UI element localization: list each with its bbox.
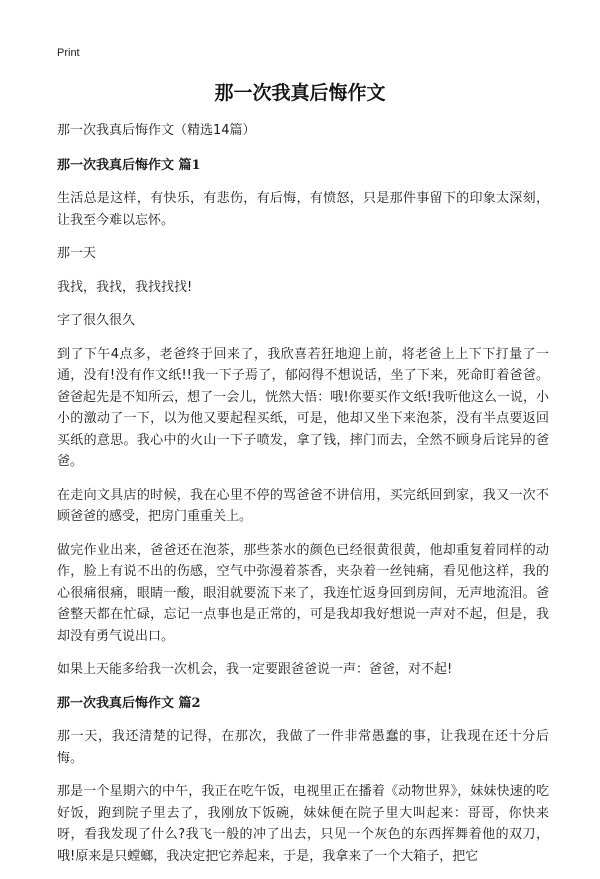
paragraph: 那一天，我还清楚的记得，在那次，我做了一件非常愚蠢的事，让我现在还十分后悔。 <box>57 729 549 766</box>
paragraph: 我找，我找，我找找找! <box>57 279 193 295</box>
article-heading: 那一次我真后悔作文 篇1 <box>57 157 201 173</box>
article-1 <box>57 155 549 681</box>
paragraph: 那是一个星期六的中午，我正在吃午饭，电视里正在播着《动物世界》，妹妹快速的吃好饭，跑到院子里去了，我刚放下饭碗，妹妹便在院子里大叫起来：哥哥，你快来呀，看我发现了什么?我飞一般的冲了出去，只见一个灰色的东西挥舞着他的双刀，哦!原来是只螳螂，我决定把它养起来，于是，我拿来了一个大箱子，把它 <box>57 784 549 864</box>
document-body <box>57 120 549 879</box>
article-2 <box>57 693 549 868</box>
paragraph: 生活总是这样，有快乐，有悲伤，有后悔，有愤怒，只是那件事留下的印象太深刻，让我至今难以忘怀。 <box>57 191 549 228</box>
paragraph: 做完作业出来，爸爸还在泡茶，那些茶水的颜色已经很黄很黄，他却重复着同样的动作，脸上有说不出的伤感，空气中弥漫着茶香，夹杂着一丝钝痛，看见他这样，我的心很痛很痛，眼睛一酸，眼泪就要流下来了，我连忙返身回到房间，无声地流泪。爸爸整天都在忙碌，忘记一点事也是正常的，可是我却我好想说一声对不起，但是，我却没有勇气说出口。 <box>57 542 549 644</box>
paragraph: 那一天 <box>57 246 97 261</box>
article-heading: 那一次我真后悔作文 篇2 <box>57 695 201 711</box>
document-subtitle: 那一次我真后悔作文（精选14篇） <box>57 123 256 138</box>
paragraph: 在走向文具店的时候，我在心里不停的骂爸爸不讲信用，买完纸回到家，我又一次不顾爸爸的感受，把房门重重关上。 <box>57 487 549 524</box>
paragraph: 如果上天能多给我一次机会，我一定要跟爸爸说一声：爸爸，对不起! <box>57 662 453 677</box>
paragraph: 字了很久很久 <box>57 313 136 328</box>
paragraph: 到了下午4点多，老爸终于回来了，我欣喜若狂地迎上前，将老爸上上下下打量了一通，没有!没有作文纸!!我一下子焉了，郁闷得不想说话，坐了下来，死命盯着爸爸。爸爸起先是不知所云，想了一会儿，恍然大悟：哦!你要买作文纸!我听他这么一说，小小的激动了一下，以为他又要起程买纸，可是，他却又坐下来泡茶，没有半点要返回买纸的意思。我心中的火山一下子喷发，拿了钱，摔门而去，全然不顾身后诧异的爸爸。 <box>57 346 549 469</box>
page-title: 那一次我真后悔作文 <box>214 82 386 104</box>
print-link[interactable]: Print <box>57 47 80 59</box>
